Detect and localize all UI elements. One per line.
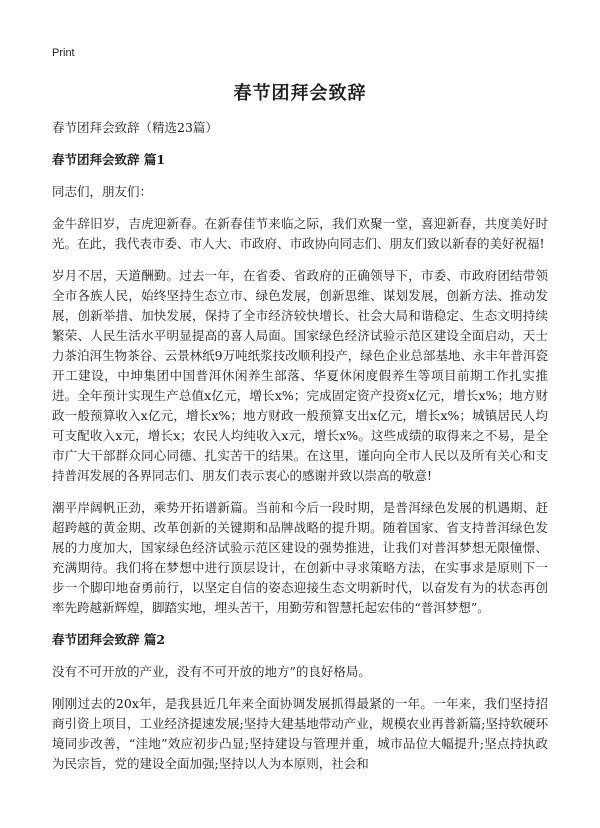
paragraph: 同志们，朋友们： xyxy=(52,184,153,199)
paragraph: 岁月不居，天道酬勤。过去一年，在省委、省政府的正确领导下，市委、市政府团结带领全市各族人民，始终坚持生态立市、绿色发展，创新思维、谋划发展，创新方法、推动发展，创新举措、加快发展，保持了全市经济较快增长、社会大局和谐稳定、生态文明持续繁荣、人民生活水平明显提高的喜人局面。国家绿色经济试验示范区建设全面启动，天士力茶泊洱生物茶谷、云景林纸9万吨纸浆技改顺利投产，绿色企业总部基地、永丰年普洱瓷开工建设，中坤集团中国普洱休闲养生部落、华夏休闲度假养生等项目前期工作扎实推进。全年预计实现生产总值x亿元，增长x%；完成固定资产投资x亿元，增长x%；地方财政一般预算收入x亿元，增长x%；地方财政一般预算支出x亿元，增长x%；城镇居民人均可支配收入x元，增长x；农民人均纯收入x元，增长x%。这些成绩的取得来之不易，是全市广大干部群众同心同德、扎实苦干的结果。在这里，谨向向全市人民以及所有关心和支持普洱发展的各界同志们、朋友们表示衷心的感谢并致以崇高的敬意! xyxy=(52,268,548,483)
paragraph: 金牛辞旧岁，吉虎迎新春。在新春佳节来临之际，我们欢聚一堂，喜迎新春，共度美好时光。在此，我代表市委、市人大、市政府、市政协向同志们、朋友们致以新春的美好祝福! xyxy=(52,216,548,251)
page-title: 春节团拜会致辞 xyxy=(233,83,367,104)
paragraph: 没有不可开放的产业，没有不可开放的地方”的良好格局。 xyxy=(52,664,371,679)
section-heading: 春节团拜会致辞 篇1 xyxy=(52,152,166,167)
paragraph: 刚刚过去的20x年，是我县近几年来全面协调发展抓得最紧的一年。一年来，我们坚持招商引资上项目，工业经济提速发展;坚持大建基地带动产业，规模农业再普新篇;坚持软硬环境同步改善，“洼地”效应初步凸显;坚持建设与管理并重，城市品位大幅提升;坚点持执政为民宗旨，党的建设全面加强;坚持以人为本原则，社会和 xyxy=(52,696,548,771)
section-heading: 春节团拜会致辞 篇2 xyxy=(52,632,166,647)
print-link[interactable]: Print xyxy=(52,47,75,59)
article-body xyxy=(52,118,548,786)
paragraph: 潮平岸阔帆正劲，乘势开拓谱新篇。当前和今后一段时期，是普洱绿色发展的机遇期、赶超跨越的黄金期、改革创新的关键期和品牌战略的提升期。随着国家、省支持普洱绿色发展的力度加大，国家绿色经济试验示范区建设的强势推进，让我们对普洱梦想无限憧憬、充满期待。我们将在梦想中进行顶层设计，在创新中寻求策略方法，在实事求是原则下一步一个脚印地奋勇前行，以坚定自信的姿态迎接生态文明新时代，以奋发有为的状态再创率先跨越新辉煌，脚踏实地，埋头苦干，用勤劳和智慧托起宏伟的“普洱梦想”。 xyxy=(52,500,548,615)
article-subtitle: 春节团拜会致辞（精选23篇） xyxy=(52,120,218,135)
